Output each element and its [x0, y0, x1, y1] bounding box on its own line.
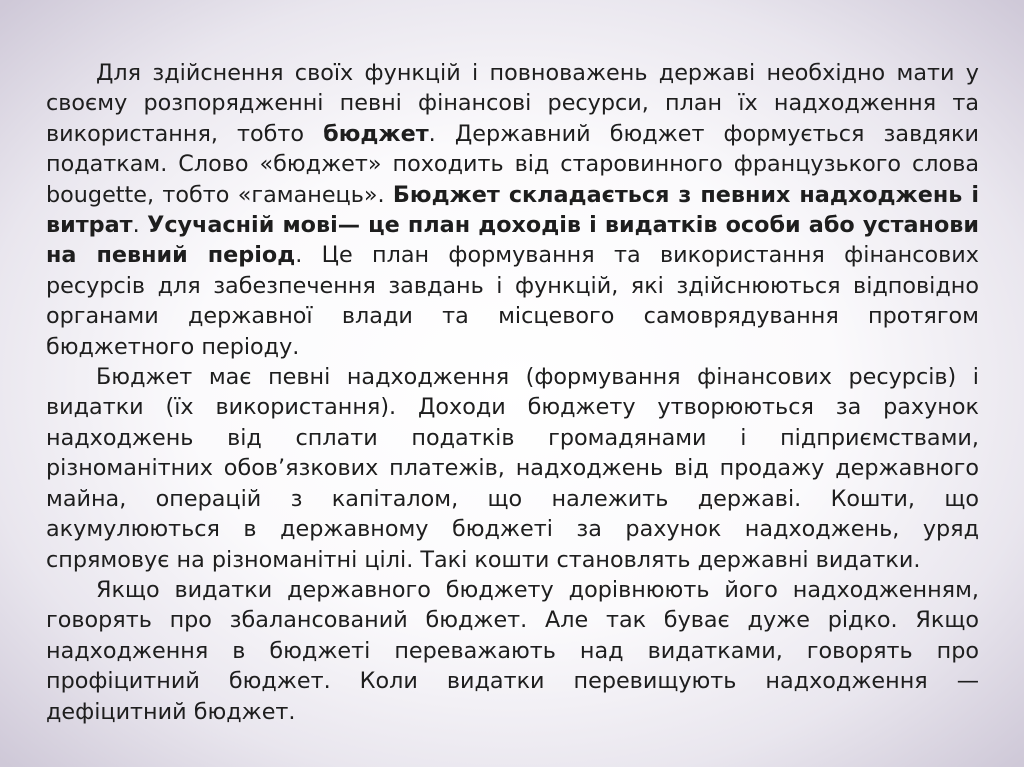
text-segment: .	[132, 212, 148, 239]
term-budget: бюджет	[323, 120, 429, 147]
paragraph-budget-revenues	[46, 362, 979, 575]
text-segment: Для здійснення своїх функцій і повноважень державі необхідно мати у своєму розпорядженні певні фінансові ресурси, план їх надходження та використання, тобто	[46, 60, 979, 147]
text-segment: Якщо видатки державного бюджету дорівнюють його надходженням, говорять про збалансований бюджет. Але так буває дуже рідко. Якщо надходження в бюджеті переважають над видатками, говорять про профіцитний бюджет. Коли видатки перевищують надходження —дефіцитний бюджет.	[46, 576, 979, 725]
body-text	[46, 58, 979, 727]
paragraph-budget-balance	[46, 575, 979, 727]
text-segment: . Державний бюджет формується завдяки податкам. Слово «бюджет» походить від старовинного французького слова bougette, тобто «гаманець».	[46, 120, 979, 208]
paragraph-budget-definition	[46, 58, 979, 362]
bold-statement-modern-meaning: Усучасній мові— це план доходів і видатків особи або установи на певний період	[46, 212, 980, 269]
bold-statement-income-expenses: Бюджет складається з певних надходжень і витрат	[46, 181, 979, 239]
text-segment: . Це план формування та використання фінансових ресурсів для забезпечення завдань і функцій, які здійснюються відповідно органами державної влади та місцевого самоврядування протягом бюджетного періоду.	[46, 242, 979, 360]
text-segment: Бюджет має певні надходження (формування фінансових ресурсів) і видатки (їх використання). Доходи бюджету утворюються за рахунок надходжень від сплати податків громадянами і підприємствами, різноманітних обов’язкових платежів, надходжень від продажу державного майна, операцій з капіталом, що належить державі. Кошти, що акумулюються в державному бюджеті за рахунок надходжень, уряд спрямовує на різноманітні цілі. Такі кошти становлять державні видатки.	[46, 364, 979, 573]
